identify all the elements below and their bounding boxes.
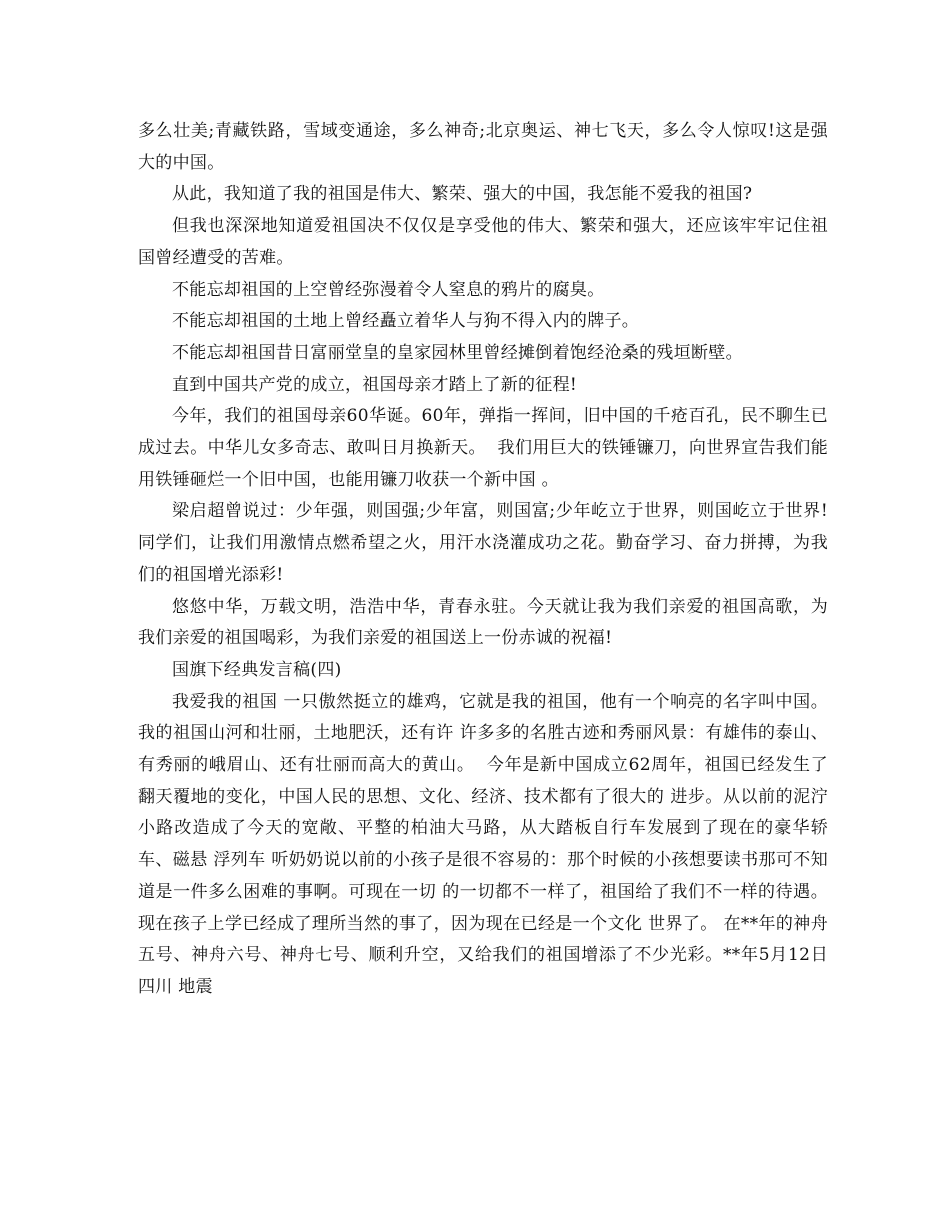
paragraph-12: 我爱我的祖国 一只傲然挺立的雄鸡，它就是我的祖国，他有一个响亮的名字叫中国。我的祖国山河和壮丽，土地肥沃，还有许 许多多的名胜古迹和秀丽风景：有雄伟的泰山、有秀丽的峨眉山、还有壮丽而高大的黄山。 今年是新中国成立62周年，祖国已经发生了翻天覆地的变化，中国人民的思想、文化、经济、技术都有了很大的 进步。从以前的泥泞小路改造成了今天的宽敞、平整的柏油大马路，从大踏板自行车发展到了现在的豪华轿车、磁悬 浮列车 听奶奶说以前的小孩子是很不容易的：那个时候的小孩想要读书那可不知道是一件多么困难的事啊。可现在一切 的一切都不一样了，祖国给了我们不一样的待遇。现在孩子上学已经成了理所当然的事了，因为现在已经是一个文化 世界了。 在**年的神舟五号、神舟六号、神舟七号、顺利升空，又给我们的祖国增添了不少光彩。**年5月12日四川 地震 [138,691,828,997]
document-body [138,116,828,1004]
paragraph-10: 悠悠中华，万载文明，浩浩中华，青春永驻。今天就让我为我们亲爱的祖国高歌，为我们亲爱的祖国喝彩，为我们亲爱的祖国送上一份赤诚的祝福! [138,596,828,649]
paragraph-2: 从此，我知道了我的祖国是伟大、繁荣、强大的中国，我怎能不爱我的祖国? [172,184,753,205]
paragraph-6: 不能忘却祖国昔日富丽堂皇的皇家园林里曾经摊倒着饱经沧桑的残垣断壁。 [172,342,743,363]
paragraph-8: 今年，我们的祖国母亲60华诞。60年，弹指一挥间，旧中国的千疮百孔，民不聊生已成过去。中华儿女多奇志、敢叫日月换新天。 我们用巨大的铁锤镰刀，向世界宣告我们能用铁锤砸烂一个旧中国，也能用镰刀收获一个新中国 。 [138,406,828,490]
paragraph-4: 不能忘却祖国的上空曾经弥漫着令人窒息的鸦片的腐臭。 [172,279,605,300]
paragraph-9: 梁启超曾说过：少年强，则国强;少年富，则国富;少年屹立于世界，则国屹立于世界!同学们，让我们用激情点燃希望之火，用汗水浇灌成功之花。勤奋学习、奋力拼搏，为我们的祖国增光添彩! [138,501,828,585]
paragraph-7: 直到中国共产党的成立，祖国母亲才踏上了新的征程! [172,374,578,395]
paragraph-5: 不能忘却祖国的土地上曾经矗立着华人与狗不得入内的牌子。 [172,311,640,332]
paragraph-1: 多么壮美;青藏铁路，雪域变通途，多么神奇;北京奥运、神七飞天，多么令人惊叹!这是强大的中国。 [138,121,828,173]
section-heading: 国旗下经典发言稿(四) [172,659,342,680]
paragraph-3: 但我也深深地知道爱祖国决不仅仅是享受他的伟大、繁荣和强大，还应该牢牢记住祖国曾经遭受的苦难。 [138,216,828,268]
